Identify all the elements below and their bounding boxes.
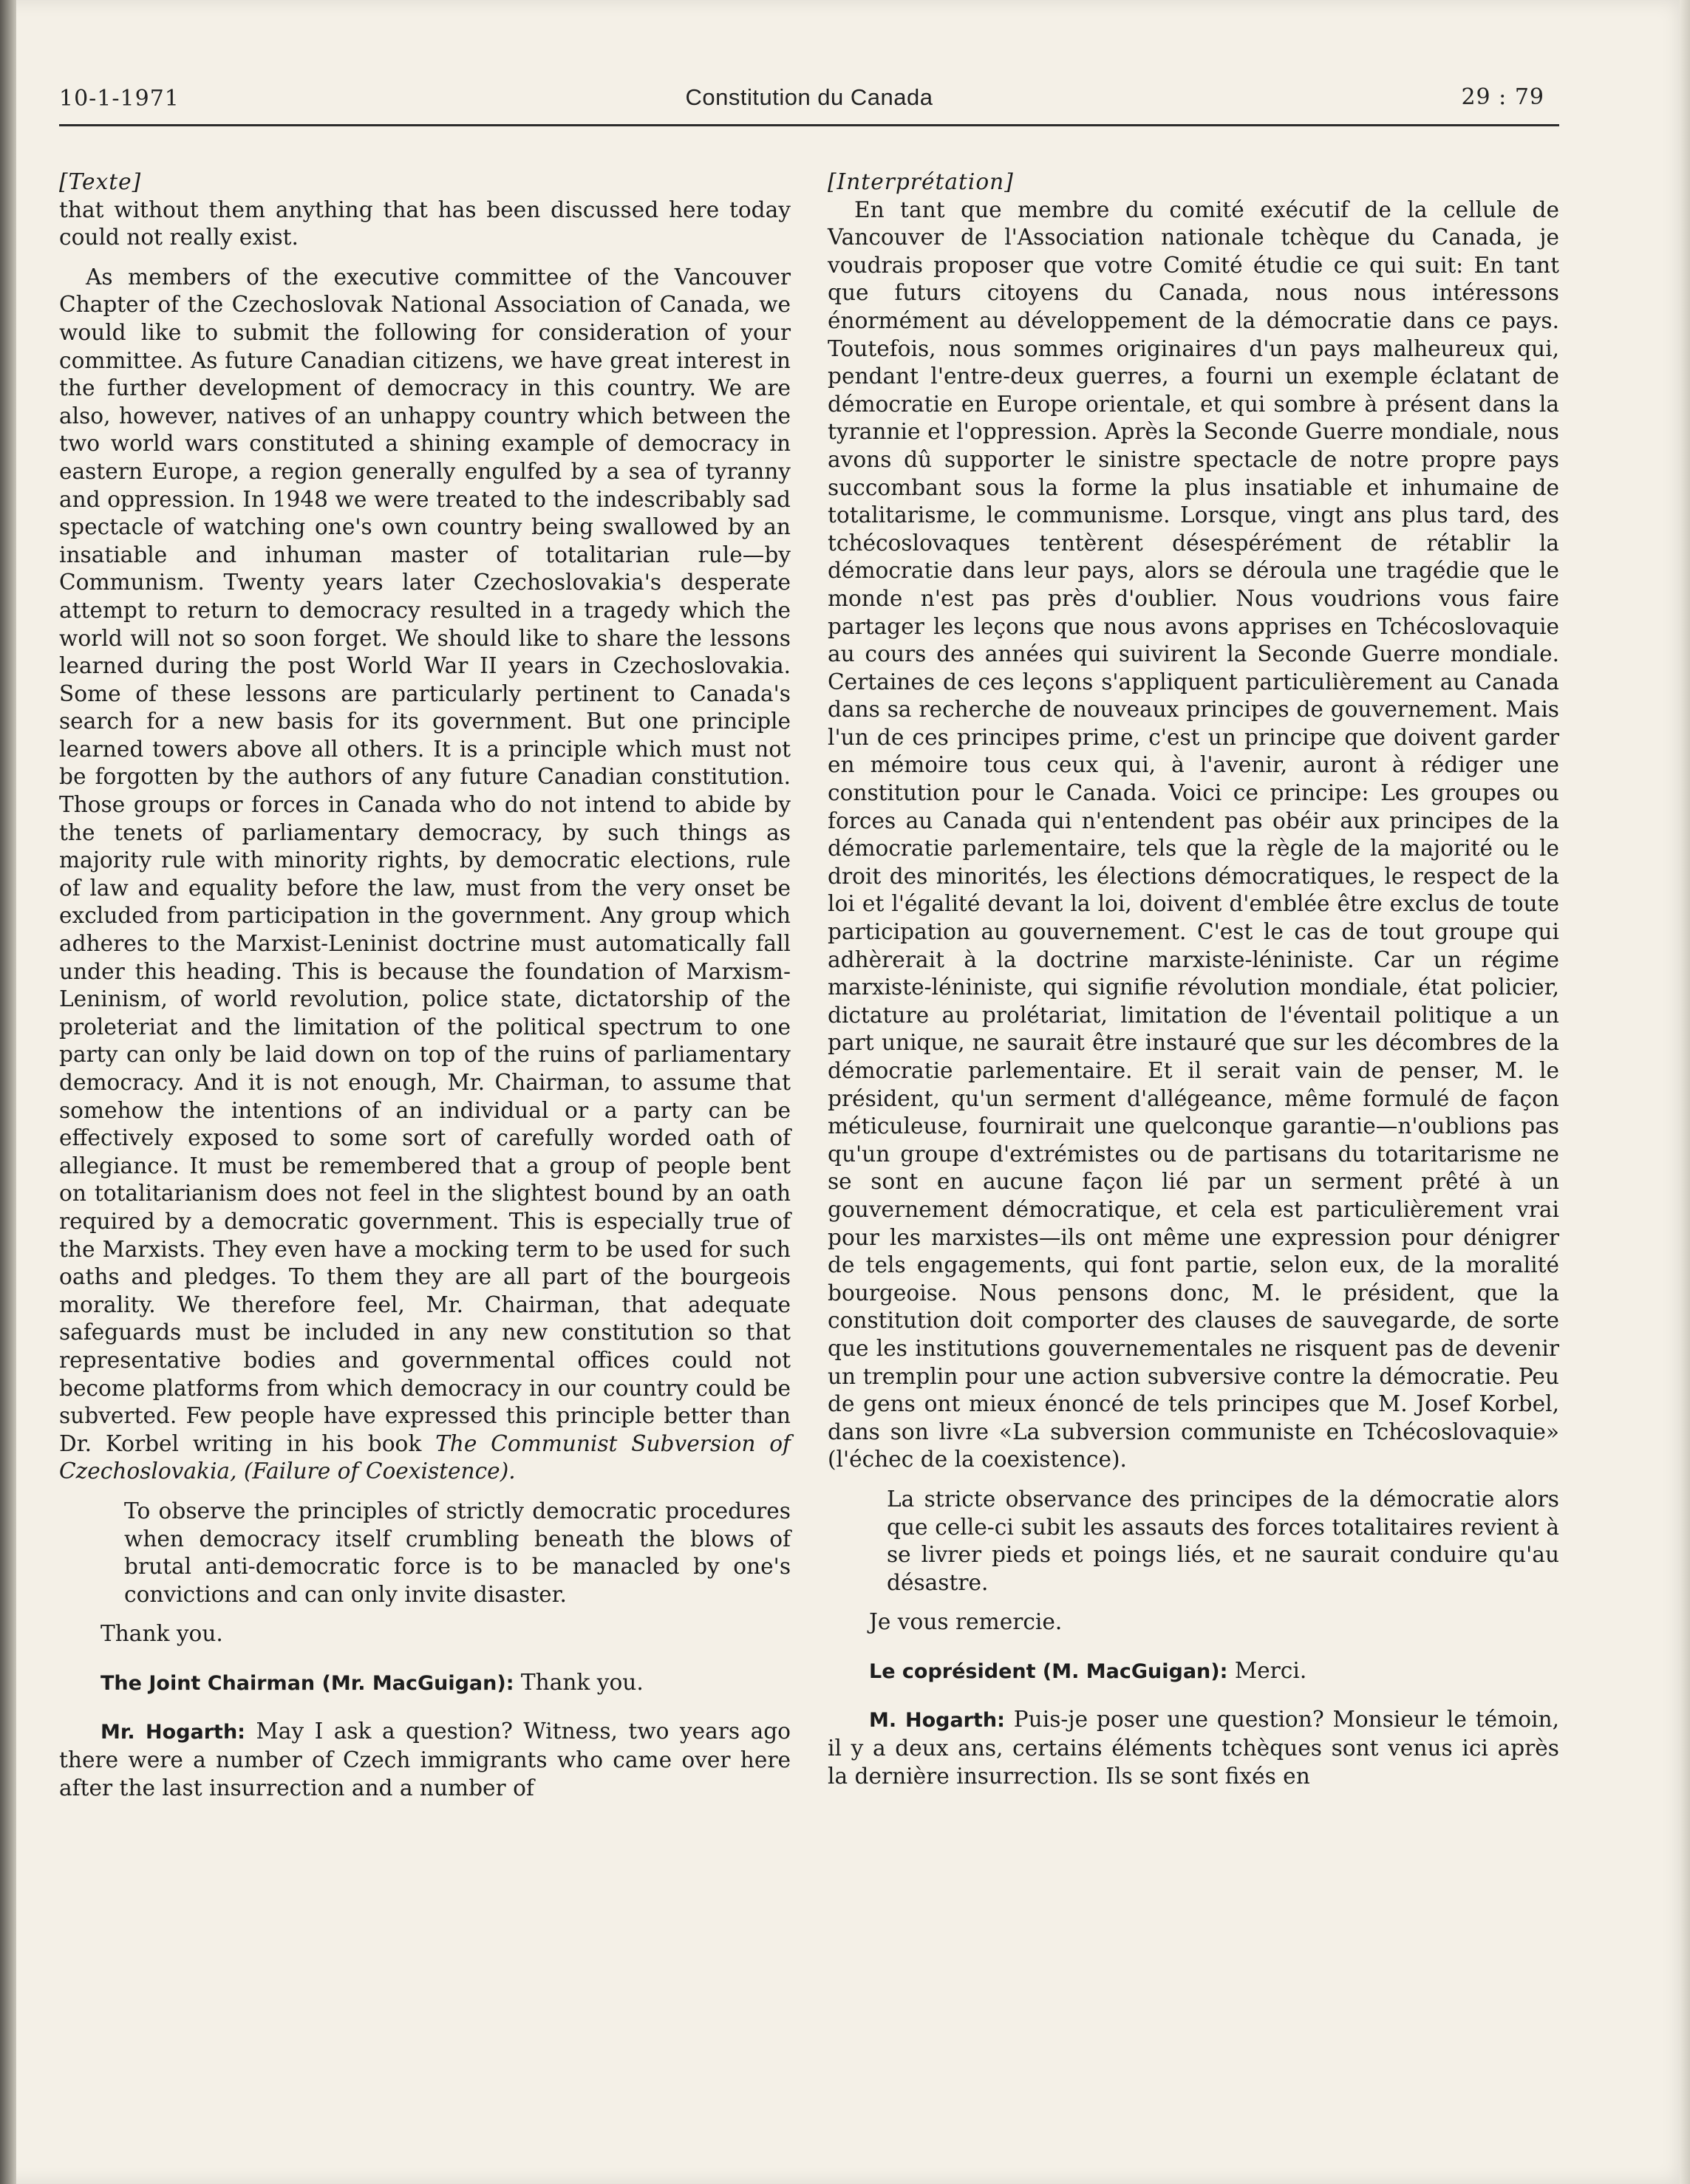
french-chair-remark <box>828 1657 1559 1686</box>
page-binding-shadow <box>0 0 16 2184</box>
french-section-tag: [Interprétation] <box>828 169 1014 194</box>
french-thanks: Je vous remercie. <box>869 1609 1063 1635</box>
french-hogarth-text: Puis-je poser une question? Monsieur le témoin, il y a deux ans, certains éléments tchèques sont venus ici après la dernière insurrection. Ils se sont fixés en <box>828 1707 1559 1789</box>
english-chair-speaker: The Joint Chairman (Mr. MacGuigan): <box>100 1671 514 1695</box>
english-column <box>59 168 791 1802</box>
english-paragraph-1: that without them anything that has been discussed here today could not really exist. <box>59 197 791 250</box>
english-chair-remark <box>59 1669 791 1698</box>
page-header <box>59 80 1559 126</box>
page-edge-shadow <box>1680 0 1690 2184</box>
english-hogarth-text: May I ask a question? Witness, two years ago there were a number of Czech immigrants who came over here after the last insurrection and a number of <box>59 1719 791 1801</box>
french-hogarth-speaker: M. Hogarth: <box>869 1709 1005 1733</box>
english-hogarth-speaker: Mr. Hogarth: <box>100 1721 245 1744</box>
french-chair-speaker: Le coprésident (M. MacGuigan): <box>869 1659 1228 1683</box>
french-quote: La stricte observance des principes de la démocratie alors que celle-ci subit les assauts des forces totalitaires revient à se livrer pieds et poings liés, et ne saurait conduire qu'au désastre. <box>887 1486 1559 1595</box>
header-date: 10-1-1971 <box>59 86 180 112</box>
french-hogarth-remark <box>828 1706 1559 1790</box>
english-book-title: The Communist Subversion of Czechoslovakia, (Failure of Coexistence). <box>59 1430 791 1484</box>
french-paragraph-1: En tant que membre du comité exécutif de la cellule de Vancouver de l'Association nationale tchèque du Canada, je voudrais proposer que votre Comité étudie ce qui suit: En tant que futurs citoyens du Canada, nous nous intéressons énormément au développement de la démocratie dans ce pays. Toutefois, nous sommes originaires d'un pays malheureux qui, pendant l'entre-deux guerres, a fourni un exemple éclatant de démocratie en Europe orientale, et qui sombre à présent dans la tyrannie et l'oppression. Après la Seconde Guerre mondiale, nous avons dû supporter le sinistre spectacle de notre propre pays succombant sous la forme la plus insatiable et inhumaine de totalitarisme, le communisme. Lorsque, vingt ans plus tard, des tchécoslovaques tentèrent désespérément de rétablir la démocratie dans leur pays, alors se déroula une tragédie que le monde n'est pas près d'oublier. Nous voudrions vous faire partager les leçons que nous avons apprises en Tchécoslovaquie au cours des années qui suivirent la Seconde Guerre mondiale. Certaines de ces leçons s'appliquent particulièrement au Canada dans sa recherche de nouveaux principes de gouvernement. Mais l'un de ces principes prime, c'est un principe que doivent garder en mémoire tous ceux qui, à l'avenir, auront à rédiger une constitution pour le Canada. Voici ce principe: Les groupes ou forces au Canada qui n'entendent pas obéir aux principes de la démocratie parlementaire, tels que la règle de la majorité ou le droit des minorités, les élections démocratiques, le respect de la loi et l'égalité devant la loi, doivent d'emblée être exclus de toute participation au gouvernement. C'est le cas de tout groupe qui adhèrerait à la doctrine marxiste-léniniste. Car un régime marxiste-léniniste, qui signifie révolution mondiale, état policier, dictature au prolétariat, limitation de l'éventail politique a un part unique, ne saurait être instauré que sur les décombres de la démocratie parlementaire. Et il serait vain de penser, M. le président, qu'un serment d'allégeance, même formulé de façon méticuleuse, fournirait une quelconque garantie—n'oublions pas qu'un groupe d'extrémistes ou de partisans du totaritarisme ne se sont en aucune façon lié par un serment prêté à un gouvernement démocratique, et cela est particulièrement vrai pour les marxistes—ils ont même une expression pour dénigrer de tels engagements, qui font partie, selon eux, de la moralité bourgeoise. Nous pensons donc, M. le président, que la constitution doit comporter des clauses de sauvegarde, de sorte que les institutions gouvernementales ne risquent pas de devenir un tremplin pour une action subversive contre la démocratie. Peu de gens ont mieux énoncé de tels principes que M. Josef Korbel, dans son livre «La subversion communiste en Tchécoslovaquie» (l'échec de la coexistence). <box>828 197 1559 1473</box>
english-hogarth-remark <box>59 1718 791 1802</box>
header-page-number: 29 : 79 <box>1461 84 1544 110</box>
english-paragraph-2 <box>59 264 791 1486</box>
english-thanks: Thank you. <box>100 1621 223 1647</box>
french-column <box>828 168 1559 1790</box>
english-paragraph-2-text: As members of the executive committee of the Vancouver Chapter of the Czechoslovak National Association of Canada, we would like to submit the following for consideration of your committee. As future Canadian citizens, we have great interest in the further development of democracy in this country. We are also, however, natives of an unhappy country which between the two world wars constituted a shining example of democracy in eastern Europe, a region generally engulfed by a sea of tyranny and oppression. In 1948 we were treated to the indescribably sad spectacle of watching one's own country being swallowed by an insatiable and inhuman master of totalitarian rule—by Communism. Twenty years later Czechoslovakia's desperate attempt to return to democracy resulted in a tragedy which the world will not so soon forget. We should like to share the lessons learned during the post World War II years in Czechoslovakia. Some of these lessons are particularly pertinent to Canada's search for a new basis for its government. But one principle learned towers above all others. It is a principle which must not be forgotten by the authors of any future Canadian constitution. Those groups or forces in Canada who do not intend to abide by the tenets of parliamentary democracy, by such things as majority rule with minority rights, by democratic elections, rule of law and equality before the law, must from the very onset be excluded from participation in the government. Any group which adheres to the Marxist-Leninist doctrine must automatically fall under this heading. This is because the foundation of Marxism-Leninism, of world revolution, police state, dictatorship of the proleteriat and the limitation of the political spectrum to one party can only be laid down on top of the ruins of parliamentary democracy. And it is not enough, Mr. Chairman, to assume that somehow the intentions of an individual or a party can be effectively exposed to some sort of carefully worded oath of allegiance. It must be remembered that a group of people bent on totalitarianism does not feel in the slightest bound by an oath required by a democratic government. This is especially true of the Marxists. They even have a mocking term to be used for such oaths and pledges. To them they are all part of the bourgeois morality. We therefore feel, Mr. Chairman, that adequate safeguards must be included in any new constitution so that representative bodies and governmental offices could not become platforms from which democracy in our country could be subverted. Few people have expressed this principle better than Dr. Korbel writing in his book <box>59 264 791 1456</box>
french-chair-text: Merci. <box>1234 1657 1307 1683</box>
english-section-tag: [Texte] <box>59 169 142 194</box>
english-chair-text: Thank you. <box>520 1669 644 1695</box>
header-title: Constitution du Canada <box>685 84 933 110</box>
english-quote: To observe the principles of strictly democratic procedures when democracy itself crumbling beneath the blows of brutal anti-democratic force is to be manacled by one's convictions and can only invite disaster. <box>124 1498 791 1607</box>
